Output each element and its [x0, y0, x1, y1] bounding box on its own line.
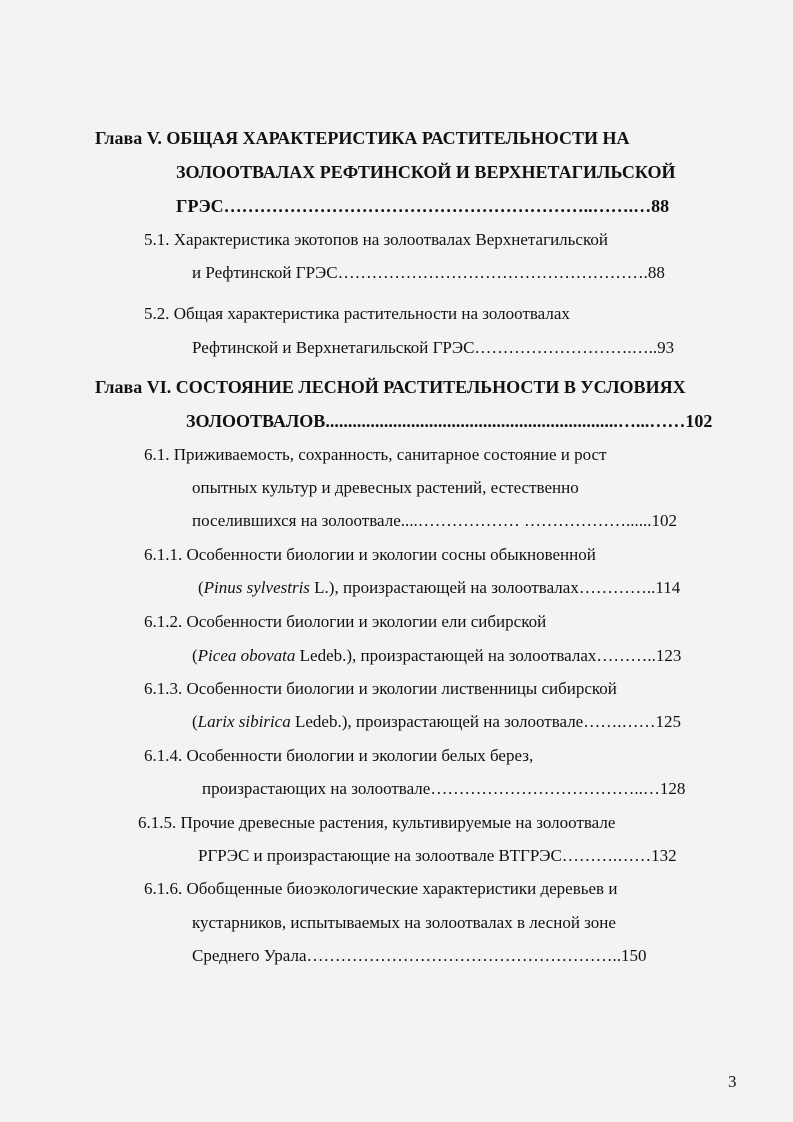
- section-6-1-line-1: 6.1. Приживаемость, сохранность, санитарное состояние и рост: [144, 445, 607, 464]
- section-6-1-3-line-1: 6.1.3. Особенности биологии и экологии лиственницы сибирской: [144, 679, 617, 698]
- section-6-1-6-line-2: кустарников, испытываемых на золоотвалах в лесной зоне: [192, 913, 616, 932]
- latin-species-name: Pinus sylvestris: [203, 578, 310, 597]
- section-6-1-4-line-2: произрастающих на золоотвале………………………………..…128: [202, 779, 686, 798]
- section-6-1-6-line-3: Среднего Урала………………………………………………..150: [192, 946, 647, 965]
- section-6-1-2-line-1: 6.1.2. Особенности биологии и экологии ели сибирской: [144, 612, 547, 631]
- section-5-1-line-1: 5.1. Характеристика экотопов на золоотвалах Верхнетагильской: [144, 230, 608, 249]
- section-6-1-1-line-2: (Pinus sylvestris L.), произрастающей на золоотвалах…………..114: [198, 578, 681, 597]
- section-6-1-2-line-2: (Picea obovata Ledeb.), произрастающей на золоотвалах………..123: [192, 646, 682, 665]
- chapter-6-title-line-1: Глава VI. СОСТОЯНИЕ ЛЕСНОЙ РАСТИТЕЛЬНОСТИ В УСЛОВИЯХ: [95, 377, 686, 397]
- section-5-2-line-2: Рефтинской и Верхнетагильской ГРЭС……………………….…..93: [192, 338, 675, 357]
- latin-species-name: Picea obovata: [197, 646, 296, 665]
- section-6-1-line-2: опытных культур и древесных растений, естественно: [192, 478, 579, 497]
- section-6-1-4-line-1: 6.1.4. Особенности биологии и экологии белых берез,: [144, 746, 534, 765]
- section-5-1-line-2: и Рефтинской ГРЭС……………………………………………….88: [192, 263, 665, 282]
- section-6-1-6-line-1: 6.1.6. Обобщенные биоэкологические характеристики деревьев и: [144, 879, 618, 898]
- section-6-1-line-3: поселившихся на золоотвале....……………… ………………......102: [192, 511, 677, 530]
- section-6-1-5-line-2: РГРЭС и произрастающие на золоотвале ВТГРЭС……….……132: [198, 846, 677, 865]
- chapter-5-title-line-3: ГРЭС……………………………………………………..…….…88: [176, 196, 670, 216]
- chapter-6-title-line-2: ЗОЛООТВАЛОВ.................................................................…...……102: [186, 411, 713, 431]
- latin-species-name: Larix sibirica: [197, 712, 291, 731]
- section-5-2-line-1: 5.2. Общая характеристика растительности на золоотвалах: [144, 304, 570, 323]
- section-6-1-5-line-1: 6.1.5. Прочие древесные растения, культивируемые на золоотвале: [138, 813, 616, 832]
- section-6-1-1-line-1: 6.1.1. Особенности биологии и экологии сосны обыкновенной: [144, 545, 596, 564]
- section-6-1-3-line-2: (Larix sibirica Ledeb.), произрастающей на золоотвале…….……125: [192, 712, 681, 731]
- chapter-5-title-line-1: Глава V. ОБЩАЯ ХАРАКТЕРИСТИКА РАСТИТЕЛЬНОСТИ НА: [95, 128, 630, 148]
- page-number: 3: [728, 1072, 737, 1091]
- chapter-5-title-line-2: ЗОЛООТВАЛАХ РЕФТИНСКОЙ И ВЕРХНЕТАГИЛЬСКОЙ: [176, 162, 676, 182]
